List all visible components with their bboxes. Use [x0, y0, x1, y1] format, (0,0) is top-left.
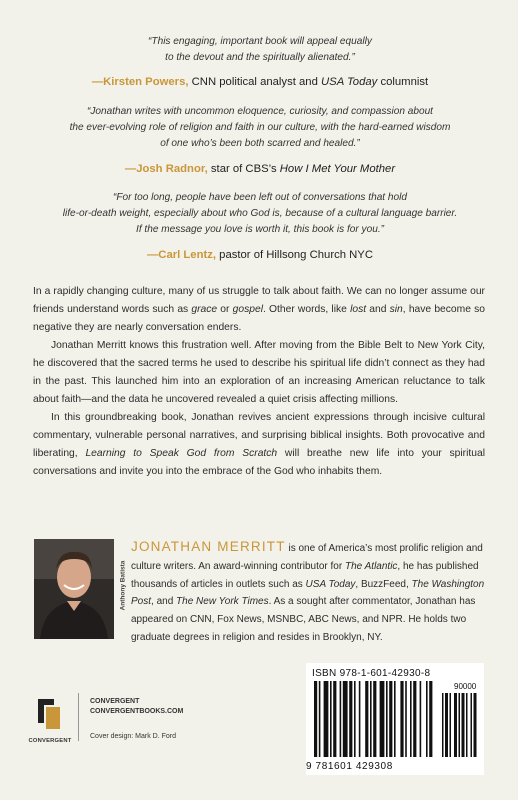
divider: [78, 693, 79, 741]
endorsement-quote-1: [34, 34, 486, 66]
photo-credit: Anthony Batista: [119, 560, 127, 611]
endorser-role-tail: columnist: [377, 76, 429, 88]
convergent-logo-icon: [34, 697, 64, 731]
quote-line: the ever-evolving role of religion and faith in our culture, with the hard-earned wisdom: [69, 122, 451, 133]
barcode-number: 9 781601 429308: [306, 761, 393, 772]
barcode-icon: [314, 681, 480, 761]
author-name: JONATHAN MERRITT: [131, 539, 286, 554]
quote-line: “For too long, people have been left out of conversations that hold: [112, 192, 408, 203]
isbn-label: ISBN 978-1-601-42930-8: [312, 668, 431, 679]
description-paragraph-3: In this groundbreaking book, Jonathan revives ancient expressions through incisive cultural commentary, vulnerable personal narratives, and surprising biblical insights. Both provocative and liberating, Learning to Speak God from Scratch will breathe new life into your spiritual conversations and invite you into the embrace of the God who inhabits them.: [33, 412, 485, 477]
endorsement-quote-3: [34, 190, 486, 238]
publisher-info: [90, 697, 183, 717]
description-paragraph-2: Jonathan Merritt knows this frustration well. After moving from the Bible Belt to New York City, he discovered that the sacred terms he used to describe his spiritual life didn’t connect as they had in the past. This launched him into an exploration of an increasing American reluctance to talk about faith—and the data he uncovered revealed a quiet crisis affecting millions.: [33, 340, 485, 405]
endorser-name: —Josh Radnor,: [124, 163, 208, 175]
endorser-role: star of CBS’s: [207, 163, 280, 175]
author-bio: JONATHAN MERRITT is one of America’s most prolific religion and culture writers. An award-winning contributor for The Atlantic, he has published thousands of articles in outlets such as USA Today, BuzzFeed, The Washington Post, and The New York Times. As a sought after commentator, Jonathan has appeared on CNN, Fox News, MSNBC, ABC News, and NPR. He holds two graduate degrees in religion and resides in Brooklyn, NY.: [131, 539, 485, 643]
endorsement-attribution-2: [34, 163, 486, 175]
publisher-url: CONVERGENTBOOKS.COM: [90, 708, 184, 715]
cover-design-credit: Cover design: Mark D. Ford: [90, 733, 176, 740]
endorser-role: CNN political analyst and: [188, 76, 321, 88]
quote-line: “This engaging, important book will appeal equally: [148, 36, 372, 47]
logo-wordmark: CONVERGENT: [28, 738, 72, 744]
quote-line: of one who’s been both scarred and healed.”: [160, 138, 360, 149]
endorser-name: —Carl Lentz,: [146, 249, 217, 261]
endorser-role: pastor of Hillsong Church NYC: [216, 249, 373, 261]
endorser-name: —Kirsten Powers,: [91, 76, 189, 88]
description-paragraph-1: In a rapidly changing culture, many of us struggle to talk about faith. We can no longer assume our friends understand words such as grace or gospel. Other words, like lost and sin, have become so negative they are nearly conversation enders.: [33, 286, 486, 333]
quote-line: life-or-death weight, especially about who God is, because of a cultural language barrier.: [62, 208, 458, 219]
publisher-name: CONVERGENT: [90, 698, 140, 705]
endorsement-attribution-3: [34, 249, 486, 261]
quote-line: If the message you love is worth it, this book is for you.”: [136, 224, 384, 235]
endorser-role-italic: How I Met Your Mother: [279, 163, 396, 175]
endorser-role-italic: USA Today: [321, 76, 378, 88]
price-code: 90000: [454, 682, 477, 691]
quote-line: to the devout and the spiritually alienated.”: [165, 52, 355, 63]
quote-line: “Jonathan writes with uncommon eloquence, curiosity, and compassion about: [87, 106, 433, 117]
book-description: [33, 283, 485, 481]
endorsement-quote-2: [34, 104, 486, 152]
endorsement-attribution-1: [34, 76, 486, 88]
author-photo: [34, 539, 114, 639]
